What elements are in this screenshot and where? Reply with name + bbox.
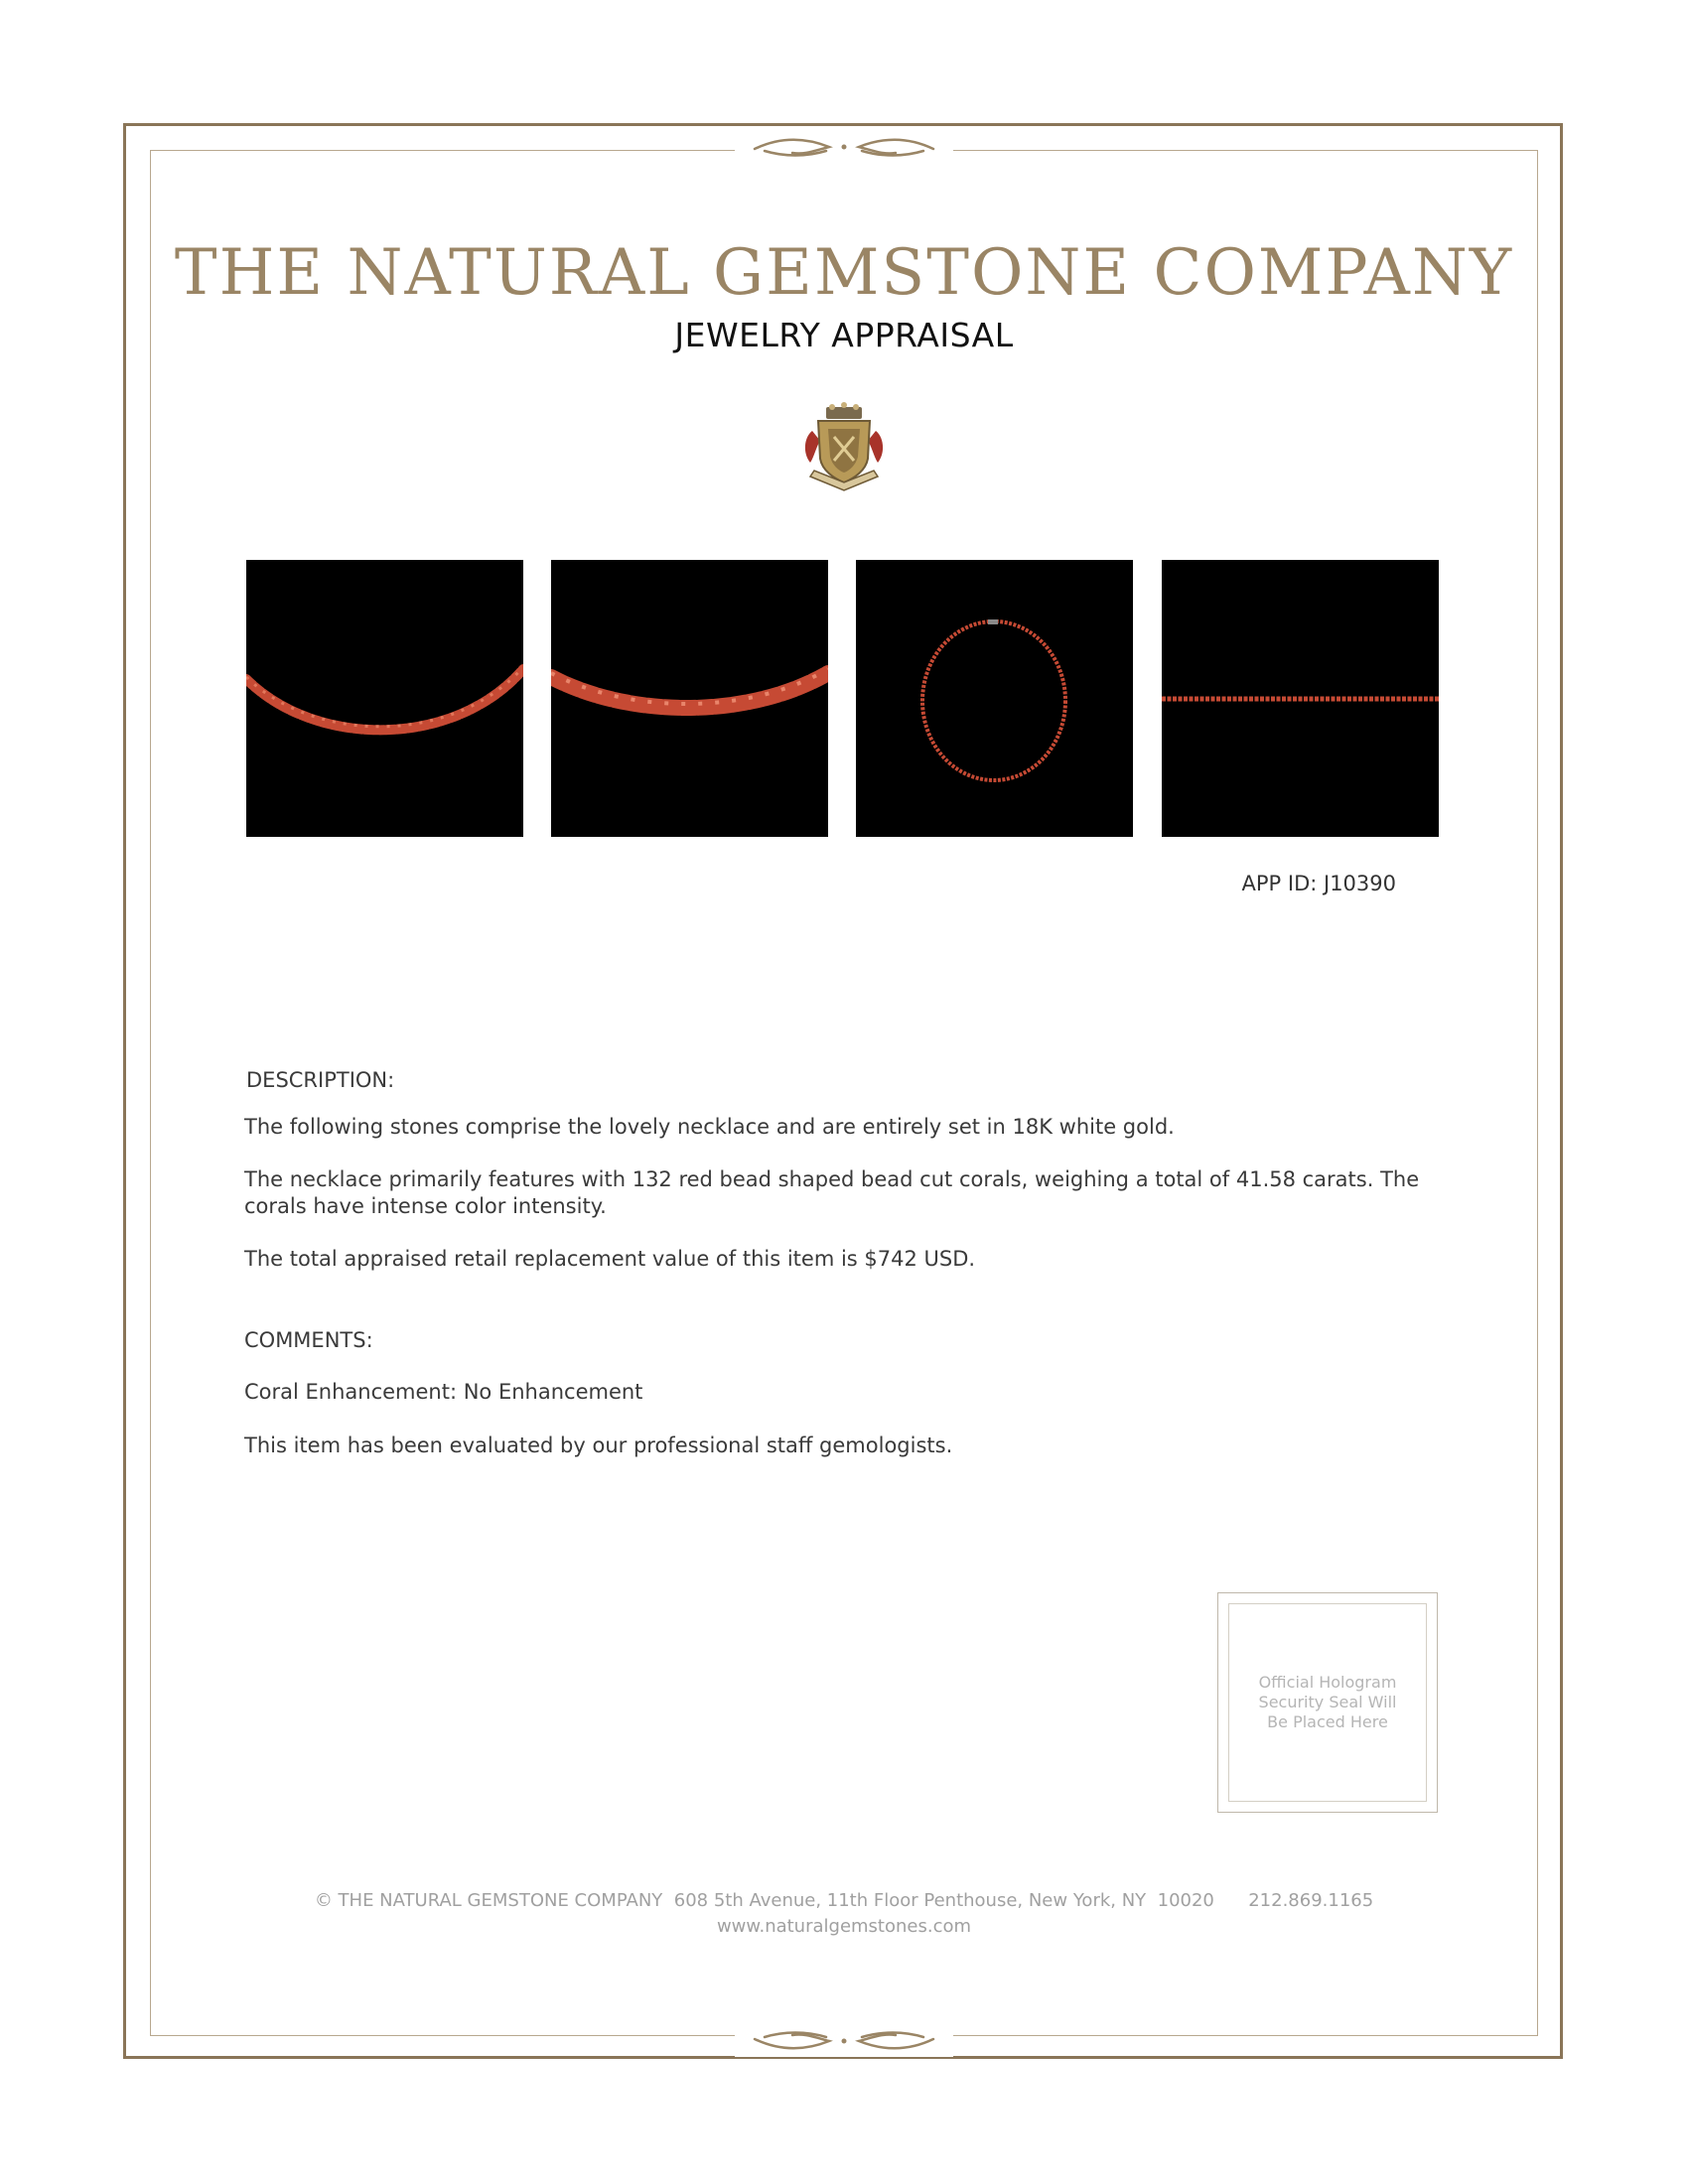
necklace-photo-4 xyxy=(1162,560,1439,837)
necklace-full-circle-image xyxy=(856,560,1133,837)
company-name: THE NATURAL GEMSTONE COMPANY xyxy=(174,236,1514,310)
hologram-seal-placeholder xyxy=(1228,1603,1427,1802)
document-title: JEWELRY APPRAISAL xyxy=(674,316,1014,354)
necklace-photo-1 xyxy=(246,560,523,837)
crest-icon xyxy=(798,401,890,496)
necklace-photo-2 xyxy=(551,560,828,837)
footer-address: © THE NATURAL GEMSTONE COMPANY 608 5th Avenue, 11th Floor Penthouse, New York, NY 10020 212.869.1165 xyxy=(314,1890,1374,1911)
description-paragraph-2: The necklace primarily features with 132 red bead shaped bead cut corals, weighing a total of 41.58 carats. The corals have intense color intensity. xyxy=(244,1167,1420,1218)
description-paragraph-3: The total appraised retail replacement value of this item is $742 USD. xyxy=(244,1247,976,1271)
necklace-straight-strand-image xyxy=(1162,560,1439,837)
flourish-ornament-icon xyxy=(735,131,953,167)
description-heading: DESCRIPTION: xyxy=(246,1068,395,1092)
flourish-ornament-icon xyxy=(735,2021,953,2057)
necklace-photo-3 xyxy=(856,560,1133,837)
comments-heading: COMMENTS: xyxy=(244,1328,373,1352)
seal-text: Official Hologram Security Seal Will Be Placed Here xyxy=(1258,1673,1397,1731)
comments-paragraph-2: This item has been evaluated by our professional staff gemologists. xyxy=(244,1433,953,1457)
app-id: APP ID: J10390 xyxy=(1241,872,1396,895)
necklace-closeup-beads-image xyxy=(551,560,828,837)
footer-website: www.naturalgemstones.com xyxy=(716,1916,972,1937)
necklace-closeup-curve-image xyxy=(246,560,523,837)
description-paragraph-1: The following stones comprise the lovely necklace and are entirely set in 18K white gold. xyxy=(244,1115,1175,1139)
comments-paragraph-1: Coral Enhancement: No Enhancement xyxy=(244,1380,643,1404)
